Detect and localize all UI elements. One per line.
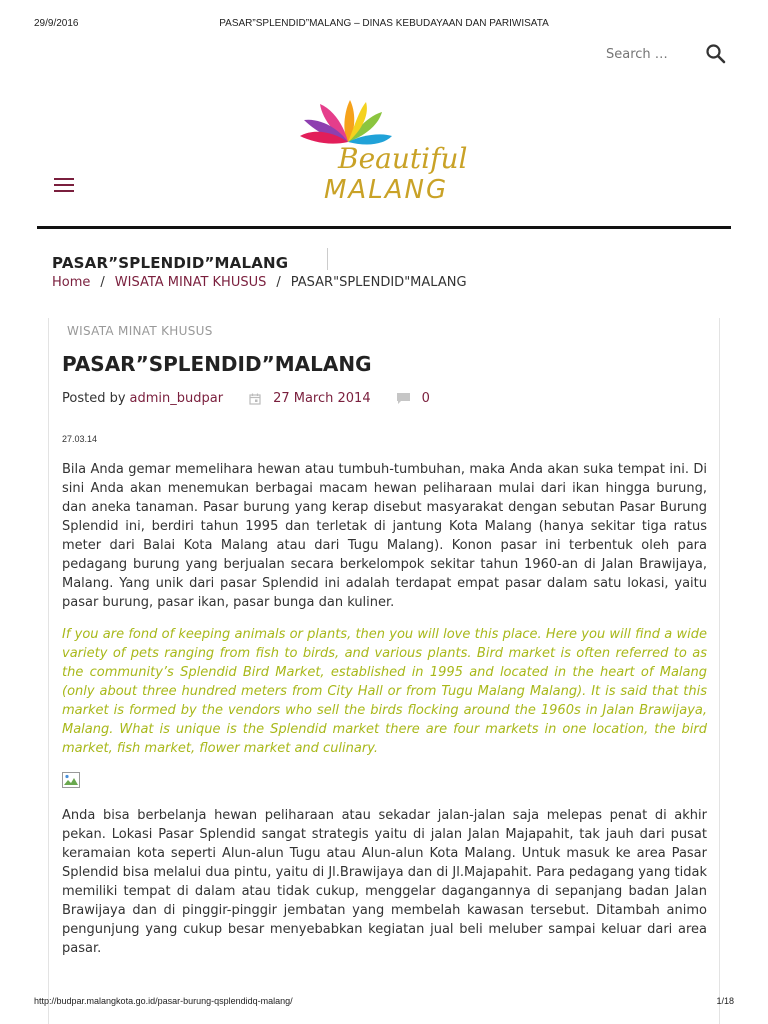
article-title: PASAR”SPLENDID”MALANG (62, 352, 372, 376)
comment-count-link[interactable]: 0 (421, 391, 430, 406)
logo-flower-icon (300, 100, 392, 144)
article-paragraph: Bila Anda gemar memelihara hewan atau tumbuh-tumbuhan, maka Anda akan suka tempat ini. Di sini Anda akan menemukan berbagai macam hewan peliharaan mulai dari ikan hingga burung, dan aneka tanaman. Pasar burung yang kerap disebut masyarakat dengan sebutan Pasar Burung Splendid ini, berdiri tahun 1995 dan terletak di jantung Kota Malang (hanya sekitar tiga ratus meter dari Balai Kota Malang atau dari Tugu Malang). Konon pasar ini terbentuk oleh para pedagang burung yang berjualan secara berkelompok sekitar tahun 1960-an di Jalan Brawijaya, Malang. Yang unik dari pasar Splendid ini adalah terdapat empat pasar dalam satu lokasi, yaitu pasar burung, pasar ikan, pasar bunga dan kuliner. (62, 462, 707, 610)
posted-by-label: Posted by (62, 391, 126, 406)
logo-text-beautiful: Beautiful (338, 142, 468, 175)
print-date: 29/9/2016 (34, 18, 79, 29)
breadcrumb (52, 275, 467, 290)
article-category-link[interactable]: WISATA MINAT KHUSUS (67, 324, 213, 338)
author-link[interactable]: admin_budpar (129, 391, 224, 406)
site-logo[interactable] (286, 98, 486, 206)
search-bar (604, 46, 688, 63)
breadcrumb-current: PASAR"SPLENDID"MALANG (290, 275, 467, 290)
post-date-link[interactable]: 27 March 2014 (273, 391, 371, 406)
search-input[interactable] (604, 46, 688, 63)
calendar-icon (249, 393, 261, 405)
article-meta (62, 391, 430, 406)
page-url: http://budpar.malangkota.go.id/pasar-burung-qsplendidq-malang/ (34, 996, 293, 1006)
breadcrumb-category-link[interactable]: WISATA MINAT KHUSUS (114, 275, 267, 290)
comment-icon (397, 393, 410, 404)
breadcrumb-home-link[interactable]: Home (52, 275, 91, 290)
search-icon[interactable] (704, 42, 728, 66)
title-divider (327, 248, 328, 270)
print-title: PASAR”SPLENDID”MALANG – DINAS KEBUDAYAAN DAN PARIWISATA (219, 18, 549, 29)
article-short-date: 27.03.14 (62, 434, 98, 444)
page-title: PASAR”SPLENDID”MALANG (52, 254, 289, 272)
page-number: 1/18 (716, 996, 734, 1006)
breadcrumb-separator: / (276, 275, 281, 290)
header-divider (37, 226, 731, 229)
article-paragraph-english: If you are fond of keeping animals or plants, then you will love this place. Here you will find a wide variety of pets ranging from fish to birds, and various plants. Bird market is often referred to as the community’s Splendid Bird Market, established in 1995 and located in the heart of Malang (only about three hundred meters from City Hall or from Tugu Malang Malang). It is said that this market is formed by the vendors who sell the birds flocking around the 1960s in Jalan Brawijaya, Malang. What is unique is the Splendid market there are four markets in one location, the bird market, fish market, flower market and culinary. (62, 627, 707, 756)
article-paragraph: Anda bisa berbelanja hewan peliharaan atau sekadar jalan-jalan saja melepas penat di akhir pekan. Lokasi Pasar Splendid sangat strategis yaitu di jalan Jalan Majapahit, tak jauh dari pusat keramaian kota seperti Alun-alun Tugu atau Alun-alun Kota Malang. Untuk masuk ke area Pasar Splendid bisa melalui dua pintu, yaitu di Jl.Brawijaya dan di Jl.Majapahit. Para pedagang yang tidak memiliki tempat di dalam atau tidak cukup, menggelar dagangannya di sepanjang badan Jalan Brawijaya dan di pinggir-pinggir jembatan yang membelah kawasan tersebut. Ditambah animo pengunjung yang cukup besar menyebabkan kegiatan jual beli meluber sampai keluar dari area pasar. (62, 808, 707, 956)
breadcrumb-separator: / (100, 275, 105, 290)
logo-text-malang: MALANG (324, 175, 449, 205)
broken-image-icon (62, 772, 80, 788)
menu-icon[interactable] (54, 178, 74, 194)
print-header (0, 18, 768, 32)
